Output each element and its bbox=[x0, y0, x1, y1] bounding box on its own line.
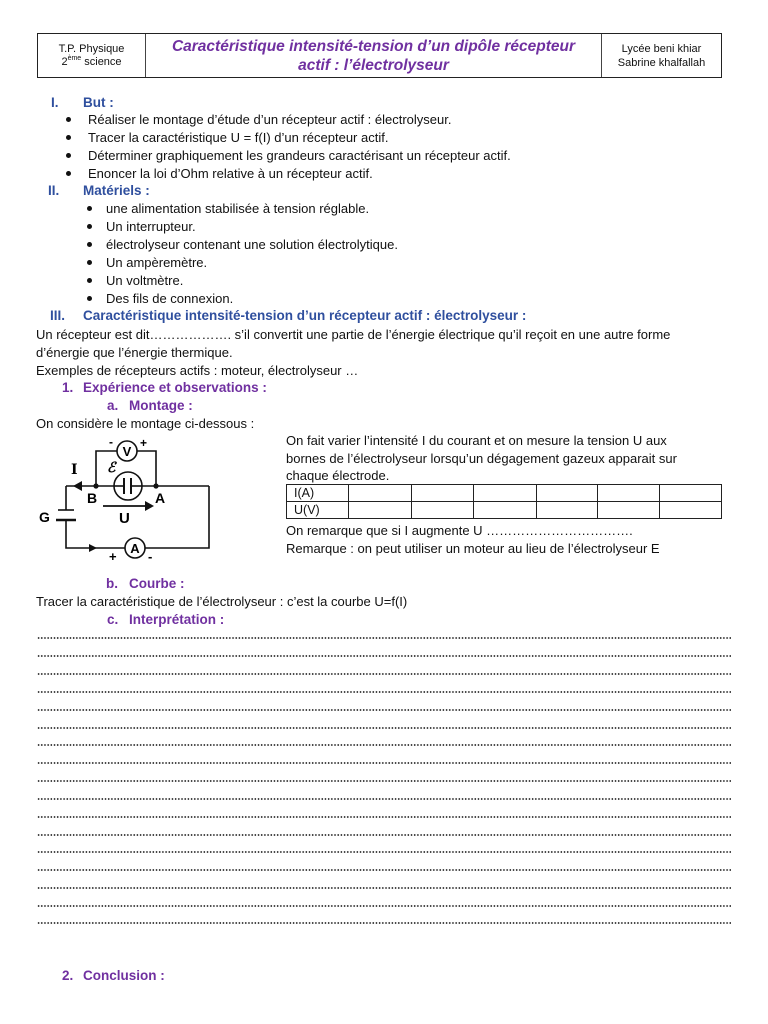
definition-line-2: d’énergie que l’énergie thermique. bbox=[36, 345, 233, 360]
bullet-icon bbox=[87, 242, 92, 247]
table-cell[interactable] bbox=[349, 485, 412, 502]
definition-line-1: Un récepteur est dit………………. s’il convertit une partie de l’énergie électrique qu’il reçoit en une autre forme bbox=[36, 327, 671, 342]
answer-line[interactable] bbox=[37, 744, 731, 746]
section-2-title: Matériels : bbox=[83, 183, 150, 198]
answer-line[interactable] bbox=[37, 709, 731, 711]
header-level bbox=[61, 56, 121, 69]
voltmeter-label: V bbox=[122, 444, 132, 459]
bullet-icon bbox=[87, 206, 92, 211]
bullet-icon bbox=[87, 260, 92, 265]
ammeter-label: A bbox=[130, 541, 140, 556]
answer-line[interactable] bbox=[37, 655, 731, 657]
subsection-a-title: Montage : bbox=[129, 398, 193, 413]
measurement-table bbox=[286, 484, 722, 519]
teacher-name: Sabrine khalfallah bbox=[617, 56, 706, 69]
section-3-number: III. bbox=[50, 308, 66, 323]
goal-item: Tracer la caractéristique U = f(I) d’un récepteur actif. bbox=[88, 130, 389, 145]
goal-item: Réaliser le montage d’étude d’un récepteur actif : électrolyseur. bbox=[88, 112, 452, 127]
answer-line[interactable] bbox=[37, 816, 731, 818]
header-school-info bbox=[602, 34, 721, 77]
answer-line[interactable] bbox=[37, 691, 731, 693]
table-cell[interactable] bbox=[474, 502, 537, 519]
title-line-1: Caractéristique intensité-tension d’un dipôle récepteur bbox=[171, 37, 576, 55]
table-cell[interactable] bbox=[474, 485, 537, 502]
header-class-info bbox=[38, 34, 146, 77]
subsection-1-number: 1. bbox=[62, 380, 74, 395]
circuit-diagram bbox=[35, 430, 225, 565]
answer-line[interactable] bbox=[37, 673, 731, 675]
subsection-c-title: Interprétation : bbox=[129, 612, 225, 627]
material-item: électrolyseur contenant une solution électrolytique. bbox=[106, 237, 398, 252]
level-sup: ème bbox=[67, 54, 82, 62]
table-cell[interactable] bbox=[598, 485, 660, 502]
answer-line[interactable] bbox=[37, 727, 731, 729]
material-item: Des fils de connexion. bbox=[106, 291, 234, 306]
level-number: 2 bbox=[61, 55, 68, 68]
bullet-icon bbox=[87, 224, 92, 229]
material-item: Un ampèremètre. bbox=[106, 255, 208, 270]
section-1-title: But : bbox=[83, 95, 114, 110]
bullet-icon bbox=[87, 296, 92, 301]
voltmeter-plus: + bbox=[140, 436, 148, 450]
answer-line[interactable] bbox=[37, 905, 731, 907]
description-line: bornes de l’électrolyseur lorsqu’un dégagement gazeux apparait sur bbox=[286, 451, 677, 466]
voltage-arrow-icon bbox=[145, 501, 154, 511]
table-row bbox=[287, 485, 722, 502]
examples-text: Exemples de récepteurs actifs : moteur, électrolyseur … bbox=[36, 363, 359, 378]
row-header-voltage: U(V) bbox=[287, 502, 349, 519]
bullet-icon bbox=[66, 117, 71, 122]
ammeter-arrow-icon bbox=[89, 544, 97, 552]
row-header-current: I(A) bbox=[287, 485, 349, 502]
table-cell[interactable] bbox=[349, 502, 412, 519]
subsection-1-title: Expérience et observations : bbox=[83, 380, 267, 395]
level-name: science bbox=[81, 55, 122, 68]
table-cell[interactable] bbox=[412, 502, 474, 519]
description-line: On fait varier l’intensité I du courant et on mesure la tension U aux bbox=[286, 433, 667, 448]
subsection-2-title: Conclusion : bbox=[83, 968, 165, 983]
voltmeter-minus: - bbox=[109, 435, 113, 449]
current-arrow-icon bbox=[73, 481, 82, 491]
answer-line[interactable] bbox=[37, 869, 731, 871]
answer-line[interactable] bbox=[37, 834, 731, 836]
section-2-number: II. bbox=[48, 183, 60, 198]
voltage-label: U bbox=[119, 510, 130, 527]
curve-instruction: Tracer la caractéristique de l’électrolyseur : c’est la courbe U=f(I) bbox=[36, 594, 408, 609]
generator-icon bbox=[56, 510, 76, 520]
table-cell[interactable] bbox=[537, 502, 598, 519]
section-3-title: Caractéristique intensité-tension d’un récepteur actif : électrolyseur : bbox=[83, 308, 527, 323]
answer-line[interactable] bbox=[37, 851, 731, 853]
subsection-a-letter: a. bbox=[107, 398, 119, 413]
answer-line[interactable] bbox=[37, 922, 731, 924]
answer-line[interactable] bbox=[37, 780, 731, 782]
goal-item: Déterminer graphiquement les grandeurs caractérisant un récepteur actif. bbox=[88, 148, 511, 163]
current-label: I bbox=[71, 462, 78, 478]
generator-label: G bbox=[39, 509, 50, 525]
answer-line[interactable] bbox=[37, 798, 731, 800]
table-cell[interactable] bbox=[412, 485, 474, 502]
electrolyser-label: ℰ bbox=[107, 460, 116, 476]
header-table bbox=[37, 33, 722, 78]
subsection-2-number: 2. bbox=[62, 968, 74, 983]
school-name: Lycée beni khiar bbox=[621, 42, 702, 55]
electrolyser-icon bbox=[114, 472, 142, 500]
table-cell[interactable] bbox=[660, 485, 722, 502]
montage-intro: On considère le montage ci-dessous : bbox=[36, 416, 255, 431]
table-cell[interactable] bbox=[660, 502, 722, 519]
bullet-icon bbox=[66, 153, 71, 158]
bullet-icon bbox=[66, 135, 71, 140]
subsection-b-letter: b. bbox=[106, 576, 118, 591]
header-subject: T.P. Physique bbox=[58, 42, 125, 55]
material-item: une alimentation stabilisée à tension réglable. bbox=[106, 201, 370, 216]
title-line-2: actif : l’électrolyseur bbox=[298, 56, 449, 74]
bullet-icon bbox=[87, 278, 92, 283]
node-b-label: B bbox=[87, 490, 98, 506]
table-row bbox=[287, 502, 722, 519]
material-item: Un voltmètre. bbox=[106, 273, 184, 288]
remark-2: Remarque : on peut utiliser un moteur au lieu de l’électrolyseur E bbox=[286, 541, 660, 556]
table-cell[interactable] bbox=[537, 485, 598, 502]
description-line: chaque électrode. bbox=[286, 468, 390, 483]
remark-1: On remarque que si I augmente U ……………………………. bbox=[286, 523, 633, 538]
subsection-c-letter: c. bbox=[107, 612, 119, 627]
answer-line[interactable] bbox=[37, 637, 731, 639]
goal-item: Enoncer la loi d’Ohm relative à un récepteur actif. bbox=[88, 166, 373, 181]
bullet-icon bbox=[66, 171, 71, 176]
ammeter-minus: - bbox=[148, 549, 153, 564]
node-a-label: A bbox=[155, 490, 166, 506]
subsection-b-title: Courbe : bbox=[129, 576, 185, 591]
answer-line[interactable] bbox=[37, 762, 731, 764]
table-cell[interactable] bbox=[598, 502, 660, 519]
node-a-dot bbox=[153, 483, 158, 488]
node-b-dot bbox=[93, 483, 98, 488]
answer-line[interactable] bbox=[37, 887, 731, 889]
section-1-number: I. bbox=[51, 95, 59, 110]
ammeter-plus: + bbox=[109, 549, 117, 564]
document-title bbox=[146, 34, 602, 77]
material-item: Un interrupteur. bbox=[106, 219, 196, 234]
